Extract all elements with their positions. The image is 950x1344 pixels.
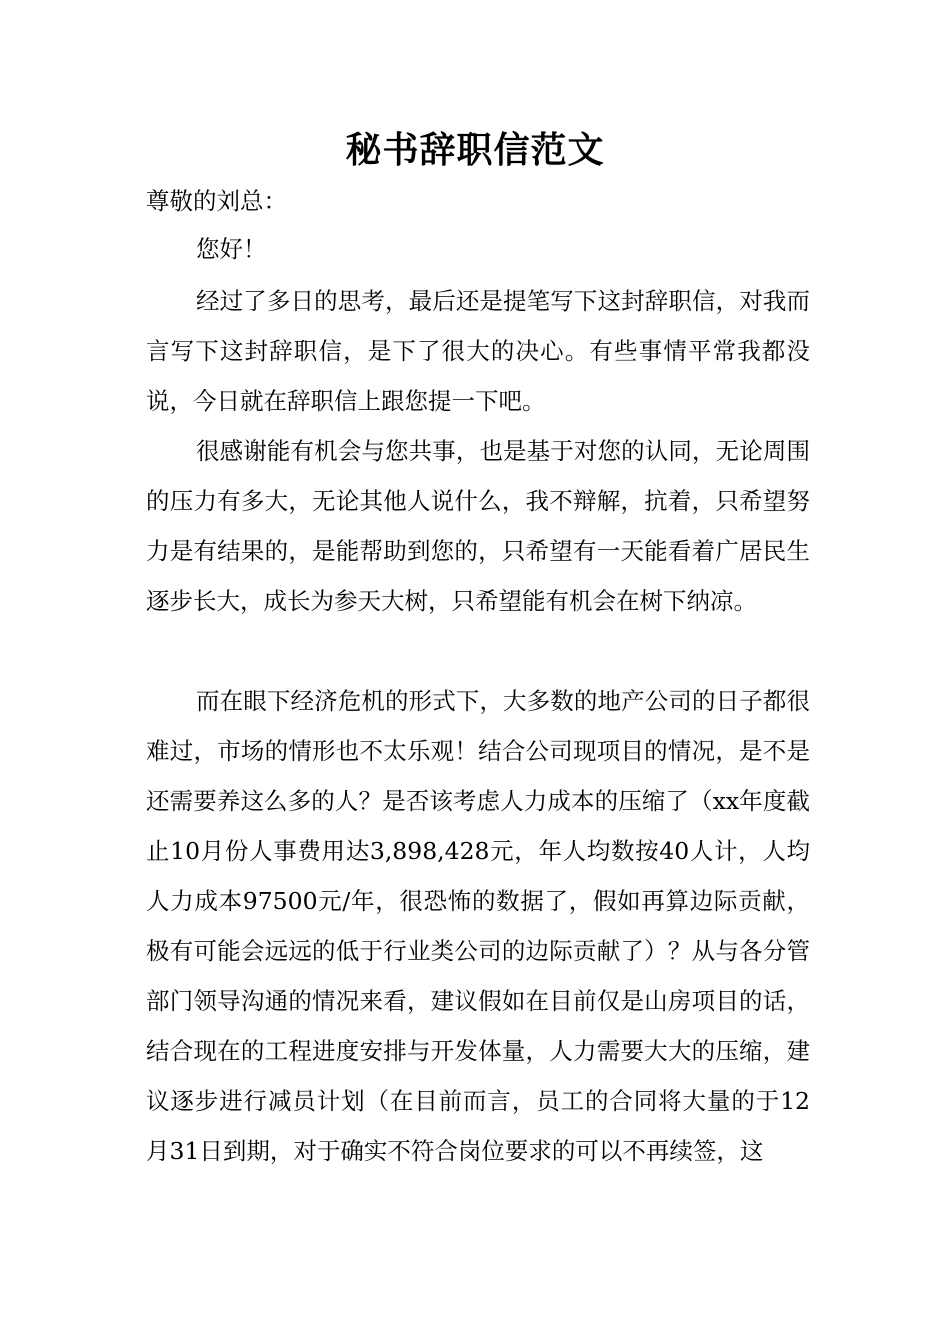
greeting: 您好！	[196, 235, 267, 263]
paragraph: 经过了多日的思考，最后还是提笔写下这封辞职信，对我而言写下这封辞职信，是下了很大的决心。有些事情平常我都没说，今日就在辞职信上跟您提一下吧。	[146, 287, 810, 415]
paragraph: 很感谢能有机会与您共事，也是基于对您的认同，无论周围的压力有多大，无论其他人说什么，我不辩解，抗着，只希望努力是有结果的，是能帮助到您的，只希望有一天能看着广居民生逐步长大，成长为参天大树，只希望能有机会在树下纳凉。	[146, 437, 810, 615]
paragraph: 而在眼下经济危机的形式下，大多数的地产公司的日子都很难过，市场的情形也不太乐观！结合公司现项目的情况，是不是还需要养这么多的人？是否该考虑人力成本的压缩了（xx年度截止10月份人事费用达3,898,428元，年人均数按40人计，人均人力成本97500元/年，很恐怖的数据了，假如再算边际贡献，极有可能会远远的低于行业类公司的边际贡献了）？从与各分管部门领导沟通的情况来看，建议假如在目前仅是山房项目的话，结合现在的工程进度安排与开发体量，人力需要大大的压缩，建议逐步进行减员计划（在目前而言，员工的合同将大量的于12月31日到期，对于确实不符合岗位要求的可以不再续签，这	[146, 687, 810, 1165]
salutation: 尊敬的刘总：	[146, 187, 287, 215]
document-title: 秘书辞职信范文	[345, 129, 605, 171]
